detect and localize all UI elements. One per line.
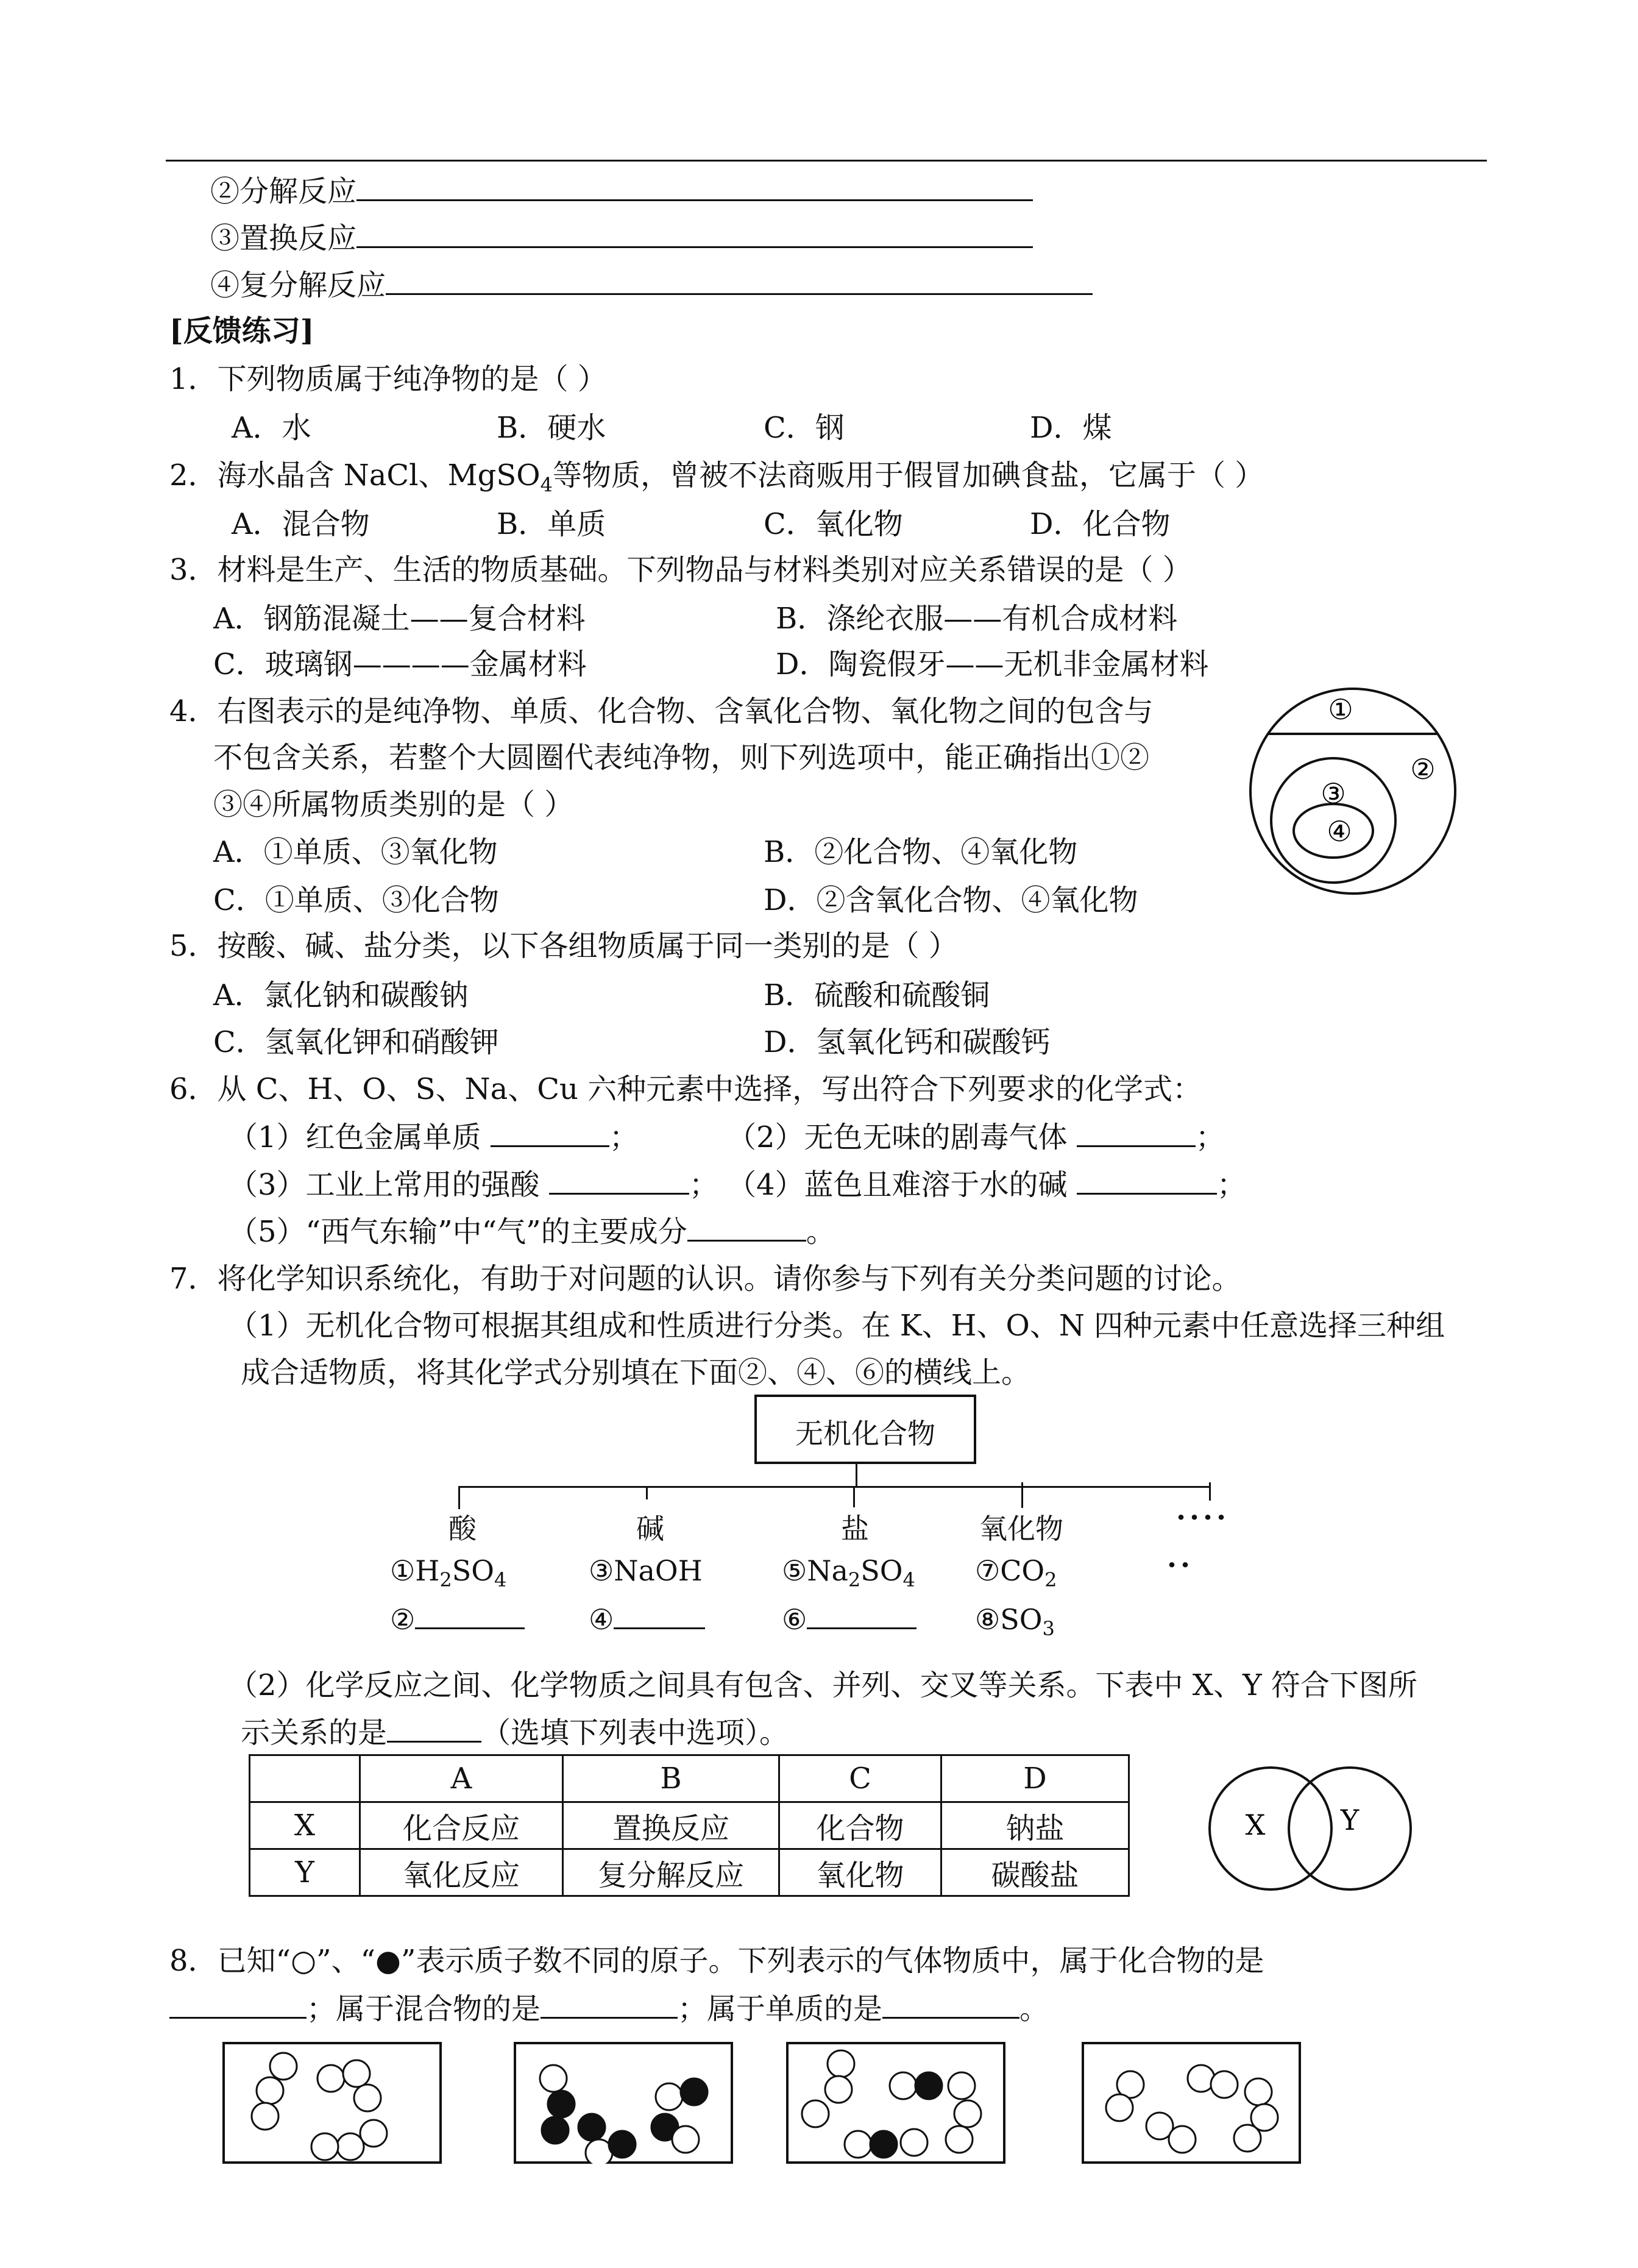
table-cell: 氧化反应 <box>360 1849 563 1896</box>
answer-blank[interactable] <box>807 1603 916 1629</box>
table-row <box>250 1849 1129 1896</box>
header-rule <box>166 160 1487 162</box>
q7-stem: 7．将化学知识系统化，有助于对问题的认识。请你参与下列有关分类问题的讨论。 <box>169 1262 1241 1296</box>
table-row <box>250 1755 1129 1802</box>
q2-option-c[interactable]: C．氧化物 <box>764 507 903 541</box>
table-cell: B <box>563 1755 779 1802</box>
table-cell: 碳酸盐 <box>941 1849 1129 1896</box>
q6-item-3: （3）工业上常用的强酸 ； <box>229 1166 718 1203</box>
table-cell: 钠盐 <box>941 1802 1129 1849</box>
q6-item-4: （4）蓝色且难溶于水的碱 ； <box>727 1166 1246 1203</box>
venn-label-y: Y <box>1340 1804 1360 1836</box>
answer-blank[interactable] <box>882 1990 1019 2019</box>
q5-option-d[interactable]: D．氢氧化钙和碳酸钙 <box>764 1025 1051 1059</box>
xy-options-table <box>249 1754 1130 1897</box>
formula-blank-6: ⑥ <box>782 1603 916 1636</box>
table-row <box>250 1802 1129 1849</box>
q6-item-1: （1）红色金属单质 ； <box>229 1118 639 1156</box>
answer-blank[interactable] <box>549 1166 689 1195</box>
molecule-box-1 <box>222 2042 442 2164</box>
q2-option-b[interactable]: B．单质 <box>497 507 606 541</box>
q6-item-2: （2）无色无味的剧毒气体 ； <box>727 1118 1225 1156</box>
table-cell: 置换反应 <box>563 1802 779 1849</box>
answer-blank[interactable] <box>1077 1166 1217 1195</box>
q1-stem: 1．下列物质属于纯净物的是（ ） <box>169 362 607 396</box>
q4-stem-line3: ③④所属物质类别的是（ ） <box>213 787 574 822</box>
q4-option-c[interactable]: C．①单质、③化合物 <box>213 883 499 917</box>
tree-tick-oxide <box>1021 1482 1023 1508</box>
q3-option-d[interactable]: D．陶瓷假牙——无机非金属材料 <box>776 647 1209 681</box>
answer-blank[interactable] <box>1077 1118 1196 1147</box>
table-cell: A <box>360 1755 563 1802</box>
q5-stem: 5．按酸、碱、盐分类，以下各组物质属于同一类别的是（ ） <box>169 929 958 963</box>
label-1: ① <box>1328 693 1353 726</box>
category-oxide: 氧化物 <box>979 1512 1063 1545</box>
q1-option-d[interactable]: D．煤 <box>1030 411 1112 445</box>
table-cell: D <box>941 1755 1129 1802</box>
q7-p2-line2: 示关系的是 （选填下列表中选项）。 <box>241 1714 789 1751</box>
molecule-box-3 <box>786 2042 1005 2164</box>
answer-blank[interactable] <box>614 1603 705 1629</box>
formula-blank-4: ④ <box>589 1603 705 1636</box>
q4-option-d[interactable]: D．②含氧化合物、④氧化物 <box>764 883 1138 917</box>
table-cell: 化合物 <box>779 1802 941 1849</box>
table-cell: C <box>779 1755 941 1802</box>
q3-option-b[interactable]: B．涤纶衣服——有机合成材料 <box>776 602 1178 636</box>
label-2: ② <box>1410 753 1436 786</box>
table-cell: Y <box>250 1849 360 1896</box>
table-cell <box>250 1755 360 1802</box>
q4-stem-line2: 不包含关系，若整个大圆圈代表纯净物，则下列选项中，能正确指出①② <box>213 741 1150 775</box>
q2-option-d[interactable]: D．化合物 <box>1030 507 1171 541</box>
formula-co2: $⑦CO_2$ <box>975 1554 1057 1592</box>
q4-option-b[interactable]: B．②化合物、④氧化物 <box>764 835 1078 869</box>
tree-tick-more <box>1209 1482 1211 1501</box>
q4-nested-circle-diagram <box>1243 681 1462 901</box>
q6-stem: 6．从 C、H、O、S、Na、Cu 六种元素中选择，写出符合下列要求的化学式： <box>169 1072 1202 1106</box>
table-cell: 氧化物 <box>779 1849 941 1896</box>
q5-option-a[interactable]: A．氯化钠和碳酸钠 <box>213 978 469 1012</box>
answer-blank[interactable] <box>491 1118 609 1147</box>
xy-venn-diagram <box>1204 1761 1417 1896</box>
answer-blank[interactable] <box>356 172 1033 201</box>
formula-blank-2: ② <box>390 1603 525 1636</box>
q7-p2-line1: （2）化学反应之间、化学物质之间具有包含、并列、交叉等关系。下表中 X、Y 符合下图所 <box>229 1668 1417 1702</box>
answer-blank[interactable] <box>687 1213 806 1242</box>
q7-p1-line2: 成合适物质，将其化学式分别填在下面②、④、⑥的横线上。 <box>241 1356 1031 1390</box>
category-etc-dots: ···· <box>1176 1501 1230 1534</box>
molecule-box-4 <box>1082 2042 1301 2164</box>
category-base: 碱 <box>636 1512 664 1545</box>
q4-stem-line1: 4．右图表示的是纯净物、单质、化合物、含氧化合物、氧化物之间的包含与 <box>169 694 1154 728</box>
q3-option-a[interactable]: A．钢筋混凝土——复合材料 <box>213 602 586 636</box>
q6-item-5: （5）“西气东输”中“气”的主要成分 。 <box>229 1213 835 1250</box>
section-title: [反馈练习] <box>169 314 314 348</box>
tree-root-label: 无机化合物 <box>795 1417 935 1450</box>
q7-p1-line1: （1）无机化合物可根据其组成和性质进行分类。在 K、H、O、N 四种元素中任意选择三种组 <box>229 1309 1445 1343</box>
molecule-box-2 <box>514 2042 733 2164</box>
formula-h2so4: $①H_2SO_4$ <box>390 1554 507 1592</box>
q1-option-a[interactable]: A．水 <box>232 411 311 445</box>
formula-so3: $⑧SO_3$ <box>975 1603 1055 1641</box>
formula-etc-dots: ·· <box>1167 1548 1194 1581</box>
table-cell: X <box>250 1802 360 1849</box>
formula-naoh: ③NaOH <box>589 1554 703 1587</box>
q8-stem: 8．已知“○”、“●”表示质子数不同的原子。下列表示的气体物质中，属于化合物的是 <box>169 1944 1264 1978</box>
category-acid: 酸 <box>448 1512 477 1545</box>
tree-branch-line <box>458 1486 1211 1488</box>
q5-option-c[interactable]: C．氢氧化钾和硝酸钾 <box>213 1025 499 1059</box>
reaction-displacement: ③置换反应 <box>210 219 1033 257</box>
q8-answers: ；属于混合物的是 ；属于单质的是 。 <box>169 1990 1049 2027</box>
venn-circle-x <box>1210 1768 1331 1889</box>
q3-stem: 3．材料是生产、生活的物质基础。下列物品与材料类别对应关系错误的是（ ） <box>169 553 1192 587</box>
venn-label-x: X <box>1245 1808 1266 1841</box>
q1-option-c[interactable]: C．钢 <box>764 411 845 445</box>
q2-stem: 2．海水晶含 NaCl、MgSO$_4$等物质，曾被不法商贩用于假冒加碘食盐，它属于（ ） <box>169 458 1264 497</box>
q2-option-a[interactable]: A．混合物 <box>232 507 370 541</box>
answer-blank[interactable] <box>386 266 1093 295</box>
tree-trunk <box>856 1462 857 1487</box>
answer-blank[interactable] <box>356 219 1033 248</box>
table-cell: 复分解反应 <box>563 1849 779 1896</box>
reaction-metathesis: ④复分解反应 <box>210 266 1093 304</box>
label-3: ③ <box>1321 777 1346 810</box>
tree-tick-salt <box>853 1486 855 1507</box>
category-salt: 盐 <box>841 1512 869 1545</box>
tree-tick-acid <box>458 1486 460 1509</box>
answer-blank[interactable] <box>387 1714 481 1743</box>
label-4: ④ <box>1327 815 1352 848</box>
q1-option-b[interactable]: B．硬水 <box>497 411 606 445</box>
answer-blank[interactable] <box>169 1990 307 2019</box>
answer-blank[interactable] <box>541 1990 678 2019</box>
reaction-decomposition: ②分解反应 <box>210 172 1033 210</box>
formula-na2so4: $⑤Na_2SO_4$ <box>782 1554 915 1592</box>
q3-option-c[interactable]: C．玻璃钢————金属材料 <box>213 647 587 681</box>
q4-option-a[interactable]: A．①单质、③氧化物 <box>213 835 498 869</box>
table-cell: 化合反应 <box>360 1802 563 1849</box>
answer-blank[interactable] <box>415 1603 525 1629</box>
q5-option-b[interactable]: B．硫酸和硫酸铜 <box>764 978 990 1012</box>
tree-tick-base <box>646 1486 648 1499</box>
